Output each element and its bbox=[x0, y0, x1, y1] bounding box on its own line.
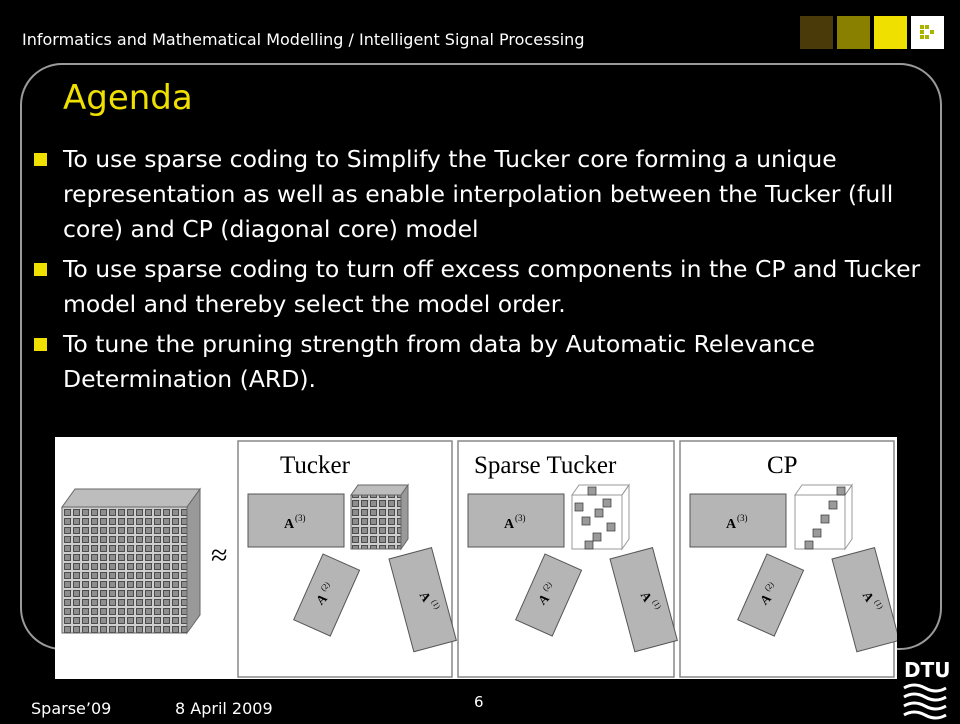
factor-a3-sup: (3) bbox=[737, 513, 748, 523]
panel-tucker bbox=[238, 441, 456, 677]
color-square-3 bbox=[874, 16, 907, 49]
core-tensor-full bbox=[351, 495, 401, 549]
footer-conference: Sparse’09 bbox=[31, 699, 112, 718]
bullet-item bbox=[30, 142, 930, 247]
data-tensor-cube bbox=[62, 489, 200, 633]
factor-a2-label: A bbox=[756, 590, 774, 608]
dtu-logo bbox=[900, 655, 950, 720]
factor-a3-label: A bbox=[284, 517, 295, 532]
factor-a3-sup: (3) bbox=[295, 513, 306, 523]
factor-a1-label: A bbox=[416, 588, 435, 605]
dtu-logo-svg bbox=[900, 655, 950, 720]
panel-title: CP bbox=[767, 452, 798, 479]
factor-a2-label: A bbox=[534, 590, 552, 608]
panel-sparse-tucker bbox=[458, 441, 677, 677]
arrow-right-icon-glyph bbox=[911, 16, 944, 49]
factor-a2-sup: (2) bbox=[318, 579, 332, 593]
factor-a3-label: A bbox=[726, 517, 737, 532]
bullet-item bbox=[30, 327, 930, 397]
header-title: Informatics and Mathematical Modelling / Intelligent Signal Processing bbox=[22, 30, 585, 49]
factor-a2-label: A bbox=[312, 590, 330, 608]
bullet-text: To use sparse coding to turn off excess components in the CP and Tucker model and thereby select the model order. bbox=[63, 255, 921, 318]
factor-a1-sup: (1) bbox=[429, 598, 442, 611]
bullet-square-icon bbox=[34, 153, 47, 166]
tensor-decomposition-figure bbox=[55, 437, 897, 679]
factor-a1-sup: (1) bbox=[650, 598, 663, 611]
page-number: 6 bbox=[474, 693, 484, 711]
panel-cp bbox=[680, 441, 897, 677]
slide-title: Agenda bbox=[63, 78, 193, 118]
factor-a3-sup: (3) bbox=[515, 513, 526, 523]
bullet-square-icon bbox=[34, 338, 47, 351]
arrow-right-icon[interactable] bbox=[911, 16, 944, 49]
factor-a1-sup: (1) bbox=[872, 598, 885, 611]
factor-a1-label: A bbox=[637, 588, 656, 605]
bullet-square-icon bbox=[34, 263, 47, 276]
bullet-list bbox=[30, 142, 930, 402]
factor-a1-label: A bbox=[859, 588, 878, 605]
bullet-text: To tune the pruning strength from data by Automatic Relevance Determination (ARD). bbox=[63, 330, 815, 393]
approx-symbol: ≈ bbox=[211, 539, 228, 572]
figure-svg bbox=[55, 437, 897, 679]
bullet-item bbox=[30, 252, 930, 322]
factor-a2-sup: (2) bbox=[762, 579, 776, 593]
dtu-logo-text: DTU bbox=[904, 658, 950, 682]
bullet-text: To use sparse coding to Simplify the Tucker core forming a unique representation as well as enable interpolation between the Tucker (full core) and CP (diagonal core) model bbox=[63, 145, 894, 243]
header-color-squares bbox=[800, 16, 944, 49]
color-square-2 bbox=[837, 16, 870, 49]
color-square-1 bbox=[800, 16, 833, 49]
factor-a3-label: A bbox=[504, 517, 515, 532]
panel-title: Tucker bbox=[280, 452, 350, 479]
footer-date: 8 April 2009 bbox=[175, 699, 273, 718]
factor-a2-sup: (2) bbox=[540, 579, 554, 593]
panel-title: Sparse Tucker bbox=[474, 452, 617, 479]
